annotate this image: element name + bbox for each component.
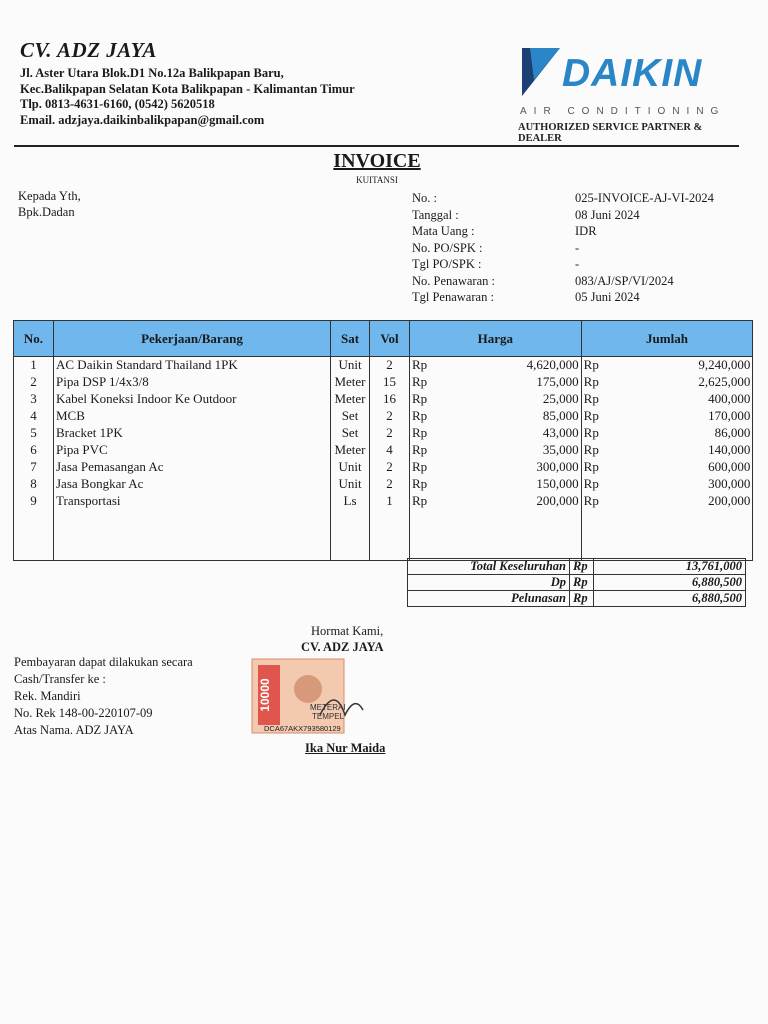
company-name: CV. ADZ JAYA xyxy=(20,38,157,62)
payment-line: Pembayaran dapat dilakukan secara xyxy=(14,655,193,669)
meta-value: 083/AJ/SP/VI/2024 xyxy=(575,273,674,288)
payment-line: No. Rek 148-00-220107-09 xyxy=(14,706,153,720)
signature-company: CV. ADZ JAYA xyxy=(301,640,384,654)
stamp-serial: DCA67AKX793580129 xyxy=(264,724,341,733)
total-currency: Rp xyxy=(570,591,594,607)
row-amount-currency: Rp xyxy=(581,493,601,510)
row-unit: Unit xyxy=(331,357,370,375)
row-amount: 140,000 xyxy=(601,442,753,459)
row-unit: Meter xyxy=(331,374,370,391)
row-amount-currency: Rp xyxy=(581,357,601,375)
row-price-currency: Rp xyxy=(410,357,430,375)
table-row xyxy=(14,408,753,425)
row-price: 43,000 xyxy=(429,425,581,442)
table-row xyxy=(14,425,753,442)
row-no: 8 xyxy=(14,476,54,493)
row-price-currency: Rp xyxy=(410,493,430,510)
table-row xyxy=(14,493,753,510)
row-amount: 400,000 xyxy=(601,391,753,408)
row-amount-currency: Rp xyxy=(581,391,601,408)
meta-label: Tgl Penawaran : xyxy=(412,290,494,304)
brand-tagline: AIR CONDITIONING xyxy=(520,106,726,117)
table-row xyxy=(14,374,753,391)
company-phone: Tlp. 0813-4631-6160, (0542) 5620518 xyxy=(20,97,215,111)
row-qty: 16 xyxy=(370,391,410,408)
header-amount: Jumlah xyxy=(581,321,753,357)
recipient-greeting: Kepada Yth, xyxy=(18,189,81,203)
row-no: 6 xyxy=(14,442,54,459)
row-price-currency: Rp xyxy=(410,459,430,476)
items-table xyxy=(13,320,753,561)
row-price: 200,000 xyxy=(429,493,581,510)
row-qty: 4 xyxy=(370,442,410,459)
row-amount: 600,000 xyxy=(601,459,753,476)
table-empty-space xyxy=(14,510,753,561)
row-qty: 2 xyxy=(370,459,410,476)
row-qty: 2 xyxy=(370,408,410,425)
meterai-stamp xyxy=(250,655,365,737)
row-unit: Unit xyxy=(331,459,370,476)
row-amount: 86,000 xyxy=(601,425,753,442)
meta-label: Tgl PO/SPK : xyxy=(412,257,482,271)
meta-label: No. PO/SPK : xyxy=(412,240,483,255)
meta-value: IDR xyxy=(575,224,597,238)
row-item: Pipa PVC xyxy=(54,442,331,459)
meta-value: 08 Juni 2024 xyxy=(575,207,640,222)
table-header-row xyxy=(14,321,753,357)
company-address-line1: Jl. Aster Utara Blok.D1 No.12a Balikpapan Baru, xyxy=(20,66,284,80)
meta-value: 025-INVOICE-AJ-VI-2024 xyxy=(575,191,714,205)
header-item: Pekerjaan/Barang xyxy=(54,321,331,357)
row-amount-currency: Rp xyxy=(581,442,601,459)
row-item: Bracket 1PK xyxy=(54,425,331,442)
row-unit: Set xyxy=(331,408,370,425)
meta-value: - xyxy=(575,257,580,271)
payment-line: Cash/Transfer ke : xyxy=(14,672,106,686)
row-no: 7 xyxy=(14,459,54,476)
row-amount-currency: Rp xyxy=(581,476,601,493)
header-qty: Vol xyxy=(370,321,410,357)
company-email: Email. adzjaya.daikinbalikpapan@gmail.com xyxy=(20,113,265,127)
row-amount: 170,000 xyxy=(601,408,753,425)
row-price: 300,000 xyxy=(429,459,581,476)
table-row xyxy=(14,476,753,493)
stamp-value: 10000 xyxy=(258,678,272,712)
row-price-currency: Rp xyxy=(410,425,430,442)
total-value: 6,880,500 xyxy=(594,575,746,591)
payment-line: Rek. Mandiri xyxy=(14,689,81,703)
table-row xyxy=(14,391,753,408)
row-price: 4,620,000 xyxy=(429,357,581,375)
brand-partner-text: AUTHORIZED SERVICE PARTNER & DEALER xyxy=(518,122,703,144)
stamp-label-1: METERAI xyxy=(310,703,346,712)
row-qty: 2 xyxy=(370,357,410,375)
row-amount: 200,000 xyxy=(601,493,753,510)
row-unit: Set xyxy=(331,425,370,442)
row-item: Jasa Pemasangan Ac xyxy=(54,459,331,476)
row-no: 3 xyxy=(14,391,54,408)
row-price-currency: Rp xyxy=(410,476,430,493)
totals-table xyxy=(407,558,746,607)
closing-text: Hormat Kami, xyxy=(311,624,384,638)
total-value: 13,761,000 xyxy=(594,559,746,575)
brand-logo-text: DAIKIN xyxy=(562,52,703,95)
total-currency: Rp xyxy=(570,559,594,575)
row-item: MCB xyxy=(54,408,331,425)
row-item: AC Daikin Standard Thailand 1PK xyxy=(54,357,331,375)
meta-value: 05 Juni 2024 xyxy=(575,290,640,304)
invoice-title: INVOICE xyxy=(333,150,421,172)
daikin-triangle-icon xyxy=(520,46,562,98)
meta-label: No. : xyxy=(412,191,437,205)
row-unit: Ls xyxy=(331,493,370,510)
row-price: 35,000 xyxy=(429,442,581,459)
row-unit: Unit xyxy=(331,476,370,493)
recipient-name: Bpk.Dadan xyxy=(18,205,75,219)
row-amount: 300,000 xyxy=(601,476,753,493)
row-price: 25,000 xyxy=(429,391,581,408)
header-divider xyxy=(14,145,739,147)
row-no: 1 xyxy=(14,357,54,375)
daikin-logo xyxy=(518,44,733,144)
row-price-currency: Rp xyxy=(410,442,430,459)
row-no: 5 xyxy=(14,425,54,442)
total-label: Dp xyxy=(408,575,570,591)
stamp-label-2: TEMPEL xyxy=(312,712,345,721)
row-qty: 2 xyxy=(370,476,410,493)
totals-row xyxy=(408,575,746,591)
row-amount-currency: Rp xyxy=(581,459,601,476)
totals-row xyxy=(408,559,746,575)
table-row xyxy=(14,442,753,459)
row-no: 4 xyxy=(14,408,54,425)
row-item: Jasa Bongkar Ac xyxy=(54,476,331,493)
row-no: 9 xyxy=(14,493,54,510)
row-price: 175,000 xyxy=(429,374,581,391)
meta-value: - xyxy=(575,240,580,255)
table-row xyxy=(14,357,753,375)
payment-line: Atas Nama. ADZ JAYA xyxy=(14,723,134,737)
total-currency: Rp xyxy=(570,575,594,591)
row-item: Transportasi xyxy=(54,493,331,510)
meta-label: Tanggal : xyxy=(412,207,459,222)
row-unit: Meter xyxy=(331,442,370,459)
total-value: 6,880,500 xyxy=(594,591,746,607)
row-item: Kabel Koneksi Indoor Ke Outdoor xyxy=(54,391,331,408)
header-no: No. xyxy=(14,321,54,357)
company-address-line2: Kec.Balikpapan Selatan Kota Balikpapan - Kalimantan Timur xyxy=(20,82,355,96)
row-qty: 2 xyxy=(370,425,410,442)
row-price-currency: Rp xyxy=(410,391,430,408)
row-qty: 15 xyxy=(370,374,410,391)
row-qty: 1 xyxy=(370,493,410,510)
row-price: 85,000 xyxy=(429,408,581,425)
header-unit: Sat xyxy=(331,321,370,357)
row-amount-currency: Rp xyxy=(581,408,601,425)
row-amount-currency: Rp xyxy=(581,374,601,391)
total-label: Total Keseluruhan xyxy=(408,559,570,575)
row-price: 150,000 xyxy=(429,476,581,493)
table-row xyxy=(14,459,753,476)
row-amount-currency: Rp xyxy=(581,425,601,442)
row-unit: Meter xyxy=(331,391,370,408)
totals-row xyxy=(408,591,746,607)
row-price-currency: Rp xyxy=(410,374,430,391)
row-item: Pipa DSP 1/4x3/8 xyxy=(54,374,331,391)
invoice-subtitle: KUITANSI xyxy=(356,175,398,185)
total-label: Pelunasan xyxy=(408,591,570,607)
signer-name: Ika Nur Maida xyxy=(305,741,386,755)
header-price: Harga xyxy=(410,321,582,357)
meta-label: No. Penawaran : xyxy=(412,273,495,288)
row-amount: 2,625,000 xyxy=(601,374,753,391)
row-price-currency: Rp xyxy=(410,408,430,425)
row-amount: 9,240,000 xyxy=(601,357,753,375)
row-no: 2 xyxy=(14,374,54,391)
meta-label: Mata Uang : xyxy=(412,224,475,238)
